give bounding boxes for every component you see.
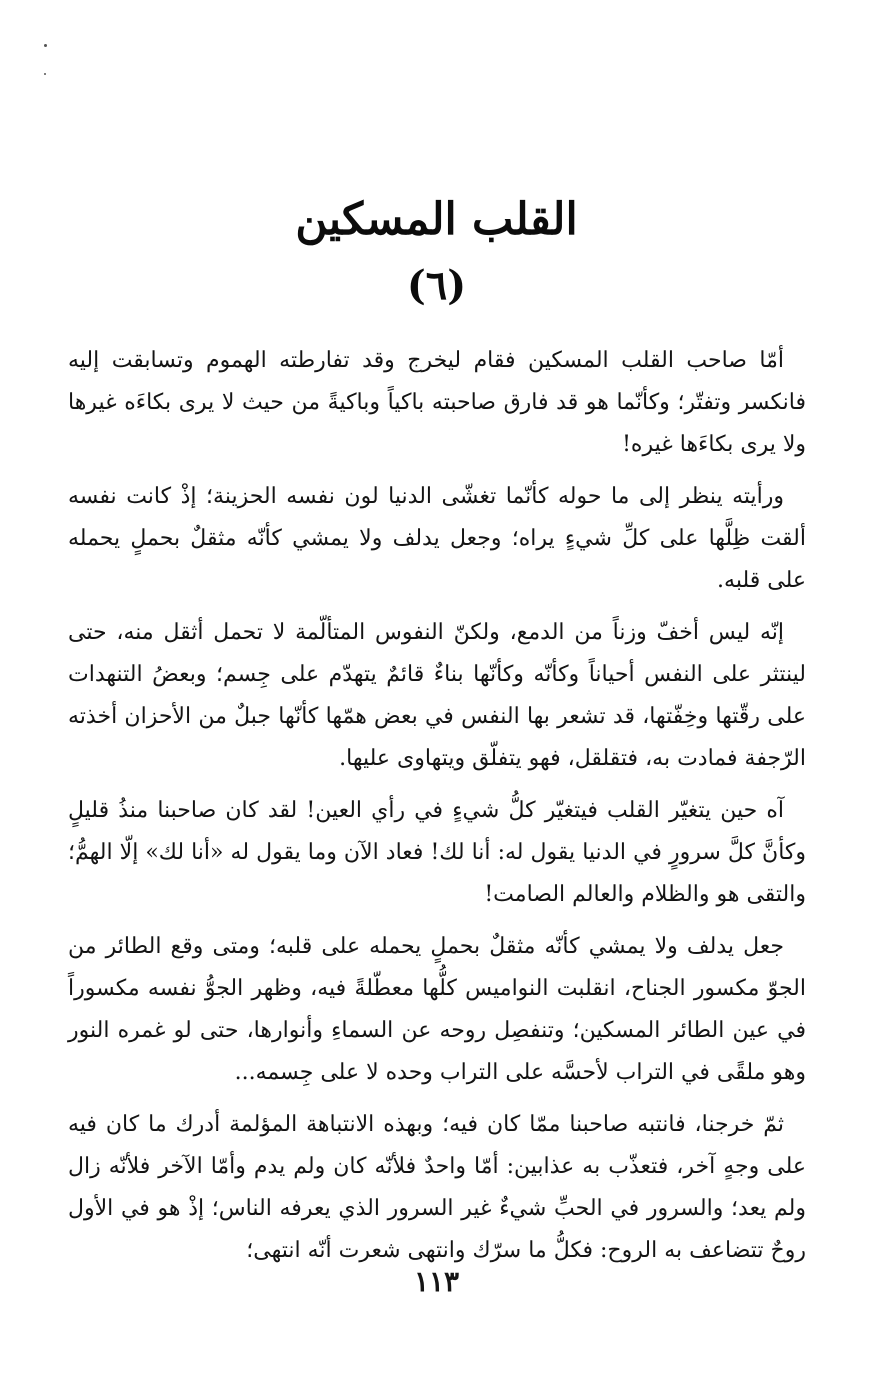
paragraph: ورأيته ينظر إلى ما حوله كأنّما تغشّى الدنيا لون نفسه الحزينة؛ إذْ كانت نفسه ألقت ظِلَّها على كلِّ شيءٍ يراه؛ وجعل يدلف ولا يمشي كأنّه مثقلٌ بحملٍ يحمله على قلبه. xyxy=(68,484,806,593)
paragraph: أمّا صاحب القلب المسكين فقام ليخرج وقد تفارطته الهموم وتسابقت إليه فانكسر وتفتّر؛ وكأنّما هو قد فارق صاحبته باكياً وباكيةً من حيث لا يرى بكاءَه غيرها ولا يرى بكاءَها غيره! xyxy=(68,348,806,457)
paragraph: جعل يدلف ولا يمشي كأنّه مثقلٌ بحملٍ يحمله على قلبه؛ ومتى وقع الطائر من الجوّ مكسور الجناح، انقلبت النواميس كلُّها معطّلةً فيه، وظهر الجوُّ نفسه مكسوراً في عين الطائر المسكين؛ وتنفصِل روحه عن السماءِ وأنوارها، حتى لو غمره النور وهو ملقًى في التراب لأحسَّه على التراب وحده لا على جِسمه... xyxy=(68,934,806,1085)
paragraph: آه حين يتغيّر القلب فيتغيّر كلُّ شيءٍ في رأي العين! لقد كان صاحبنا منذُ قليلٍ وكأنَّ كلَّ سرورٍ في الدنيا يقول له: أنا لك! فعاد الآن وما يقول له «أنا لك» إلّا الهمُّ؛ والتقى هو والظلام والعالم الصامت! xyxy=(68,798,806,907)
chapter-title: القلب المسكين xyxy=(295,194,578,245)
chapter-body xyxy=(68,340,806,1282)
scan-speck xyxy=(44,44,47,47)
chapter-number: (٦) xyxy=(406,262,467,309)
paragraph: إنّه ليس أخفّ وزناً من الدمع، ولكنّ النفوس المتألّمة لا تحمل أثقل منه، حتى لينتثر على النفس أحياناً وكأنّه وكأنّها بناءٌ قائمٌ يتهدّم على جِسم؛ وبعضُ التنهدات على رقّتها وخِفّتها، قد تشعر بها النفس في بعض همّها كأنّها جبلٌ من الأحزان أخذته الرّجفة فمادت به، فتقلقل، فهو يتفلّق ويتهاوى عليها. xyxy=(68,620,806,771)
paragraph: ثمّ خرجنا، فانتبه صاحبنا ممّا كان فيه؛ وبهذه الانتباهة المؤلمة أدرك ما كان فيه على وجهٍ آخر، فتعذّب به عذابين: أمّا واحدٌ فلأنّه كان ولم يدم وأمّا الآخر فلأنّه زال ولم يعد؛ والسرور في الحبِّ شيءٌ غير السرور الذي يعرفه الناس؛ إذْ هو في الأول روحٌ تتضاعف به الروح: فكلُّ ما سرّك وانتهى شعرت أنّه انتهى؛ xyxy=(68,1112,806,1263)
page-number: ١١٣ xyxy=(413,1265,460,1298)
scan-speck xyxy=(44,73,46,75)
